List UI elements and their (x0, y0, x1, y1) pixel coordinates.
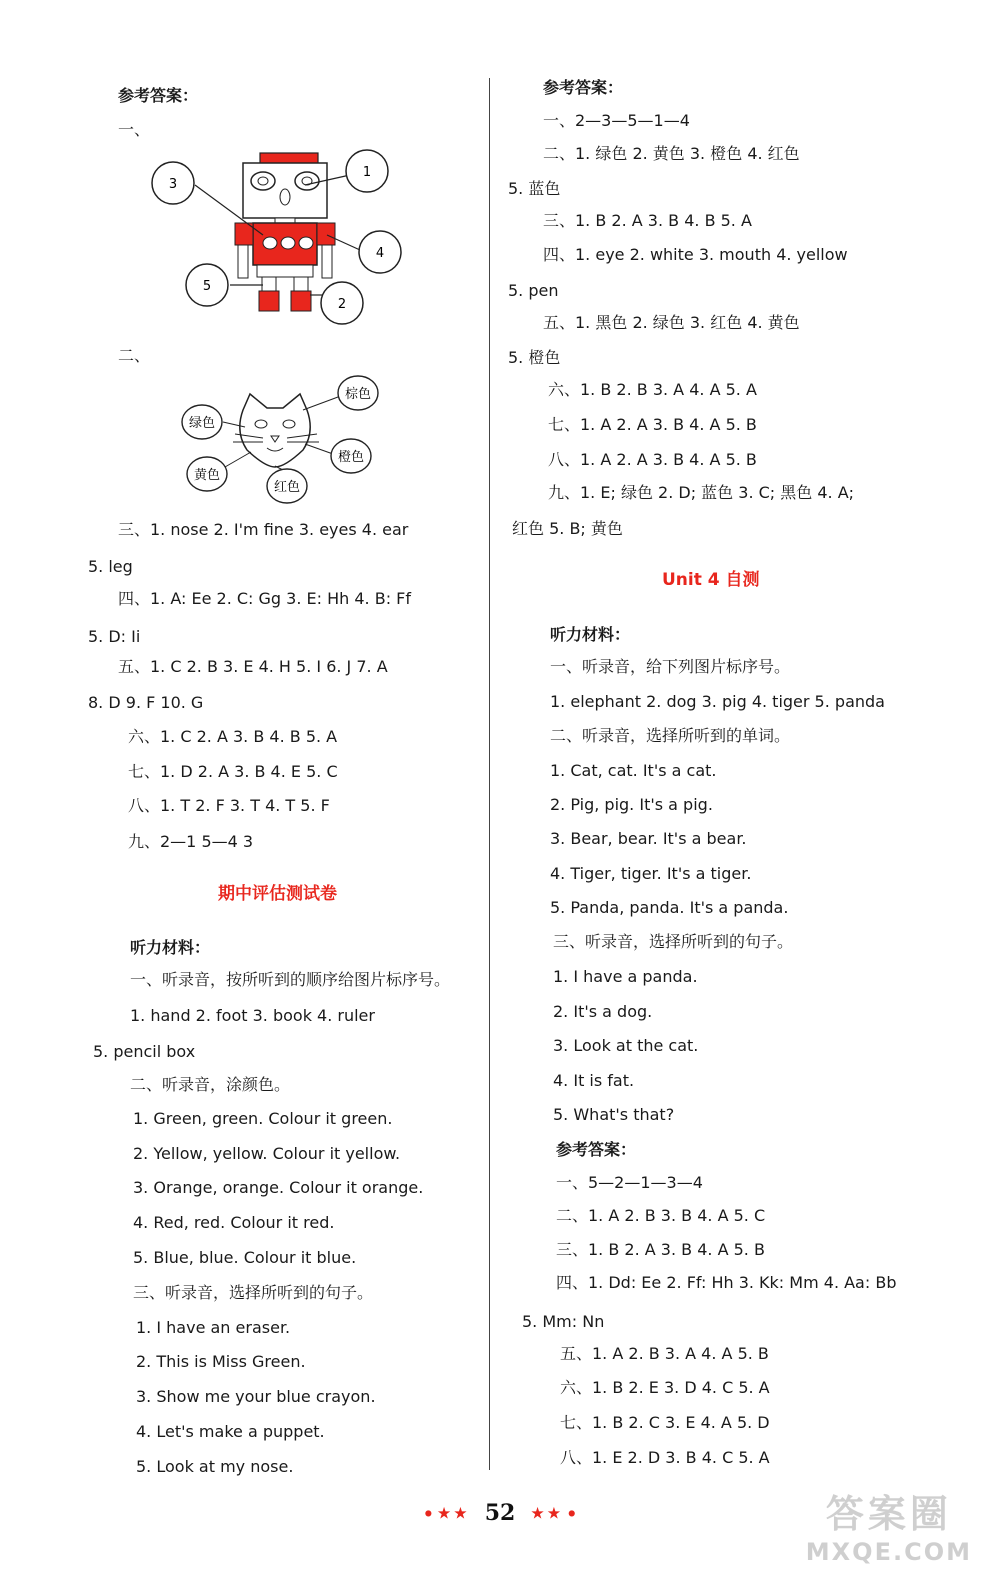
svg-text:3: 3 (168, 177, 178, 192)
robot-label-1 (346, 150, 388, 192)
left-listening-line: 4. Red, red. Colour it red. (133, 1213, 335, 1232)
right-listening-line: 1. Cat, cat. It's a cat. (550, 761, 717, 780)
right-listening-line: 1. I have a panda. (553, 967, 698, 986)
right-answers-heading-2: 参考答案： (556, 1140, 637, 1159)
right-answer-line: 四、1. eye 2. white 3. mouth 4. yellow (543, 245, 848, 264)
right-answer-line: 七、1. A 2. A 3. B 4. A 5. B (548, 415, 757, 434)
right-answer-line-2: 三、1. B 2. A 3. B 4. A 5. B (556, 1240, 765, 1259)
left-listening-line: 5. pencil box (93, 1042, 196, 1061)
watermark-bottom: MXQE.COM (805, 1538, 972, 1566)
left-answers-heading: 参考答案： (118, 86, 199, 105)
right-answer-line-2: 二、1. A 2. B 3. B 4. A 5. C (556, 1206, 766, 1225)
robot-label-3 (152, 162, 194, 204)
left-answer-line: 5. leg (88, 557, 133, 576)
robot-label-2 (321, 282, 363, 324)
left-answer-line: 六、1. C 2. A 3. B 4. B 5. A (128, 727, 338, 746)
cat-label-green (182, 405, 222, 439)
unit4-title: Unit 4 自测 (662, 570, 760, 590)
right-answer-line: 五、1. 黑色 2. 绿色 3. 红色 4. 黄色 (543, 313, 800, 332)
right-listening-line: 三、听录音，选择所听到的句子。 (553, 932, 794, 951)
left-listening-line: 3. Orange, orange. Colour it orange. (133, 1178, 424, 1197)
left-listening-line: 1. I have an eraser. (136, 1318, 291, 1337)
right-listening-line: 5. What's that? (553, 1105, 675, 1124)
right-listening-line: 5. Panda, panda. It's a panda. (550, 898, 789, 917)
left-q1-label: 一、 (118, 120, 151, 139)
cat-label-red (267, 469, 307, 503)
svg-text:2: 2 (337, 297, 347, 312)
left-listening-line: 1. Green, green. Colour it green. (133, 1109, 393, 1128)
left-answer-line: 七、1. D 2. A 3. B 4. E 5. C (128, 762, 338, 781)
right-answer-line: 5. 橙色 (508, 348, 561, 367)
right-answer-line: 三、1. B 2. A 3. B 4. B 5. A (543, 211, 752, 230)
svg-text:4: 4 (375, 246, 385, 261)
column-divider (489, 78, 490, 1470)
left-listening-heading: 听力材料： (130, 938, 211, 957)
left-listening-line: 5. Blue, blue. Colour it blue. (133, 1248, 357, 1267)
left-answer-line: 八、1. T 2. F 3. T 4. T 5. F (128, 796, 330, 815)
robot-label-4 (359, 231, 401, 273)
footer-stars-right: ★★ (530, 1503, 564, 1523)
cat-label-yellow (187, 457, 227, 491)
page-number: 52 (484, 1500, 516, 1526)
right-listening-line: 4. It is fat. (553, 1071, 635, 1090)
right-answer-line-2: 5. Mm: Nn (522, 1312, 605, 1331)
svg-text:黄色: 黄色 (193, 468, 221, 483)
left-q2-label: 二、 (118, 346, 151, 365)
left-listening-line: 4. Let's make a puppet. (136, 1422, 325, 1441)
left-answer-line: 8. D 9. F 10. G (88, 693, 204, 712)
svg-text:棕色: 棕色 (344, 387, 372, 402)
svg-text:红色: 红色 (273, 480, 301, 495)
right-answer-line: 六、1. B 2. B 3. A 4. A 5. A (548, 380, 757, 399)
cat-drawing (223, 394, 338, 470)
left-listening-line: 1. hand 2. foot 3. book 4. ruler (130, 1006, 375, 1025)
right-answer-line: 九、1. E; 绿色 2. D; 蓝色 3. C; 黑色 4. A; (548, 483, 855, 502)
right-listening-line: 二、听录音，选择所听到的单词。 (550, 726, 791, 745)
right-answer-line: 八、1. A 2. A 3. B 4. A 5. B (548, 450, 757, 469)
right-listening-line: 2. Pig, pig. It's a pig. (550, 795, 713, 814)
left-listening-line: 2. Yellow, yellow. Colour it yellow. (133, 1144, 401, 1163)
watermark-logo (806, 1483, 972, 1566)
footer-dot-icon: ● (424, 1508, 432, 1518)
right-listening-line: 2. It's a dog. (553, 1002, 653, 1021)
footer-stars-left: ★★ (436, 1503, 470, 1523)
watermark-top: 答案圈 (825, 1492, 952, 1536)
svg-text:绿色: 绿色 (188, 416, 216, 431)
left-answer-line: 五、1. C 2. B 3. E 4. H 5. I 6. J 7. A (118, 657, 388, 676)
svg-text:5: 5 (202, 279, 212, 294)
cat-label-orange (331, 439, 371, 473)
left-listening-line: 2. This is Miss Green. (136, 1352, 306, 1371)
right-listening-line: 4. Tiger, tiger. It's a tiger. (550, 864, 752, 883)
right-answer-line: 5. pen (508, 281, 559, 300)
right-listening-line: 一、听录音，给下列图片标序号。 (550, 657, 791, 676)
right-answer-line-2: 一、5—2—1—3—4 (556, 1173, 703, 1192)
left-answer-line: 九、2—1 5—4 3 (128, 832, 254, 851)
right-answer-line-2: 五、1. A 2. B 3. A 4. A 5. B (560, 1344, 769, 1363)
robot-label-5 (186, 264, 228, 306)
left-listening-line: 一、听录音，按所听到的顺序给图片标序号。 (130, 970, 451, 989)
right-listening-heading: 听力材料： (550, 625, 631, 644)
right-answer-line: 5. 蓝色 (508, 179, 561, 198)
right-listening-line: 1. elephant 2. dog 3. pig 4. tiger 5. panda (550, 692, 885, 711)
svg-text:1: 1 (362, 165, 372, 180)
right-answer-line-2: 八、1. E 2. D 3. B 4. C 5. A (560, 1448, 770, 1467)
left-answer-line: 四、1. A: Ee 2. C: Gg 3. E: Hh 4. B: Ff (118, 589, 412, 608)
right-answer-line: 红色 5. B; 黄色 (512, 519, 623, 538)
svg-text:橙色: 橙色 (337, 450, 365, 465)
right-answers-heading: 参考答案： (543, 78, 624, 97)
left-listening-line: 二、听录音，涂颜色。 (130, 1075, 291, 1094)
robot-figure (145, 145, 415, 330)
footer-dot-icon: ● (568, 1508, 576, 1518)
cat-figure (175, 372, 390, 507)
right-listening-line: 3. Bear, bear. It's a bear. (550, 829, 747, 848)
right-answer-line: 二、1. 绿色 2. 黄色 3. 橙色 4. 红色 (543, 144, 800, 163)
right-answer-line-2: 六、1. B 2. E 3. D 4. C 5. A (560, 1378, 770, 1397)
right-answer-line-2: 四、1. Dd: Ee 2. Ff: Hh 3. Kk: Mm 4. Aa: Bb (556, 1273, 897, 1292)
left-answer-line: 三、1. nose 2. I'm fine 3. eyes 4. ear (118, 520, 409, 539)
right-answer-line: 一、2—3—5—1—4 (543, 111, 690, 130)
right-listening-line: 3. Look at the cat. (553, 1036, 699, 1055)
left-listening-line: 3. Show me your blue crayon. (136, 1387, 376, 1406)
midterm-title: 期中评估测试卷 (218, 884, 337, 904)
left-listening-line: 5. Look at my nose. (136, 1457, 294, 1476)
left-answer-line: 5. D: Ii (88, 627, 141, 646)
left-listening-line: 三、听录音，选择所听到的句子。 (133, 1283, 374, 1302)
right-answer-line-2: 七、1. B 2. C 3. E 4. A 5. D (560, 1413, 770, 1432)
cat-label-brown (338, 376, 378, 410)
